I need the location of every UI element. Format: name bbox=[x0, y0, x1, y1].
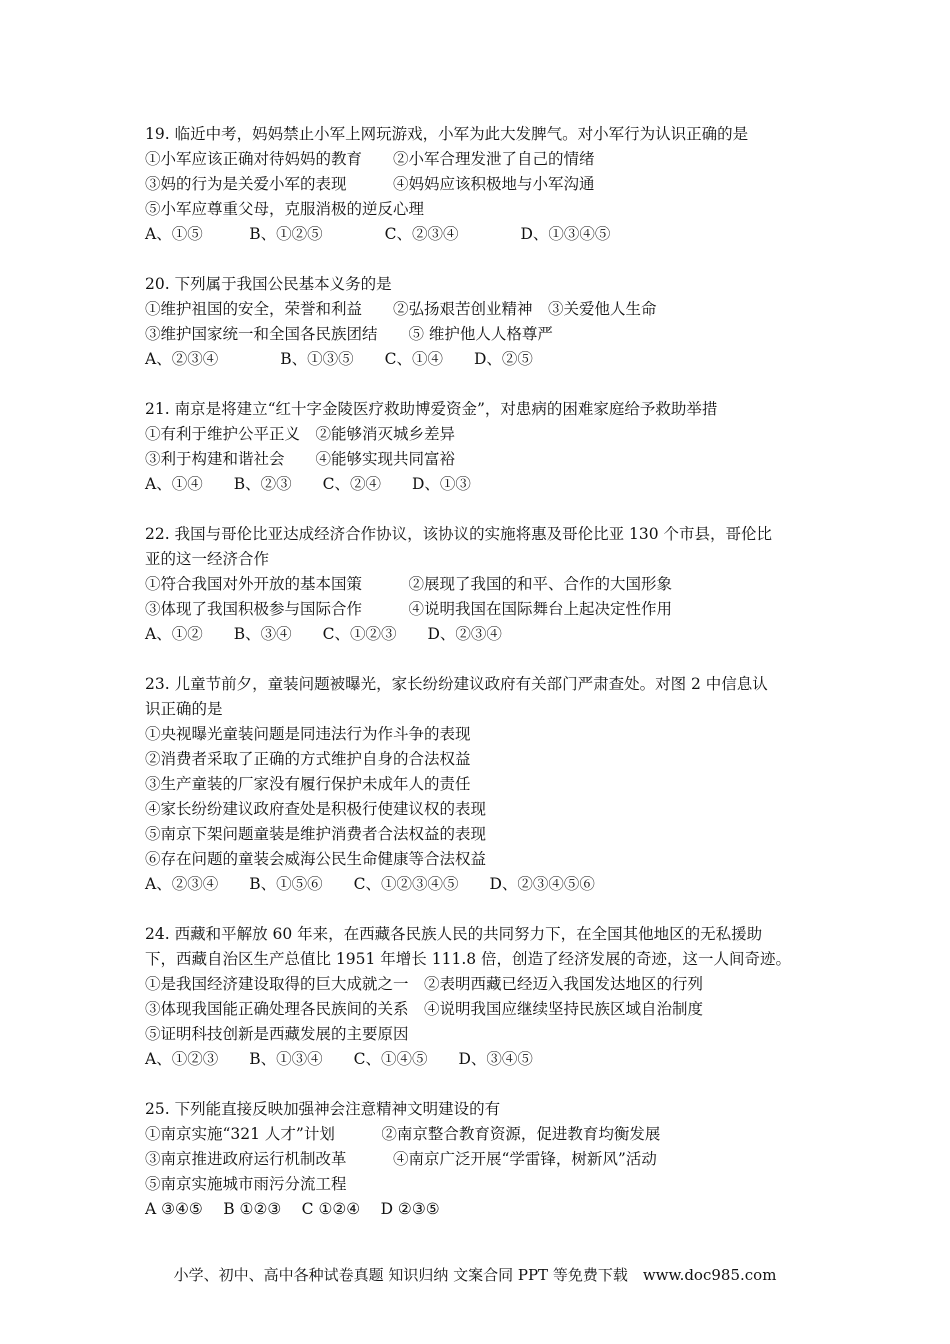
question-stem-continued: 下，西藏自治区生产总值比 1951 年增长 111.8 倍，创造了经济发展的奇迹，这一人间奇迹。 bbox=[145, 950, 792, 968]
question-19 bbox=[145, 122, 825, 247]
option-line: ②消费者采取了正确的方式维护自身的合法权益 bbox=[145, 750, 471, 768]
option-line: ③南京推进政府运行机制改革 ④南京广泛开展“学雷锋，树新风”活动 bbox=[145, 1150, 657, 1168]
option-line: ③利于构建和谐社会 ④能够实现共同富裕 bbox=[145, 450, 456, 468]
question-stem: 25. 下列能直接反映加强神会注意精神文明建设的有 bbox=[145, 1100, 501, 1118]
question-stem: 20. 下列属于我国公民基本义务的是 bbox=[145, 275, 392, 293]
option-line: ③维护国家统一和全国各民族团结 ⑤ 维护他人人格尊严 bbox=[145, 325, 553, 343]
answer-choices: A、①⑤ B、①②⑤ C、②③④ D、①③④⑤ bbox=[145, 225, 611, 243]
option-line: ⑤南京实施城市雨污分流工程 bbox=[145, 1175, 347, 1193]
question-22 bbox=[145, 522, 825, 647]
option-line: ④家长纷纷建议政府查处是积极行使建议权的表现 bbox=[145, 800, 487, 818]
question-stem: 22. 我国与哥伦比亚达成经济合作协议，该协议的实施将惠及哥伦比亚 130 个市县，哥伦比 bbox=[145, 525, 773, 543]
answer-choices: A、①② B、③④ C、①②③ D、②③④ bbox=[145, 625, 502, 643]
question-stem: 23. 儿童节前夕，童装问题被曝光，家长纷纷建议政府有关部门严肃查处。对图 2 中信息认 bbox=[145, 675, 768, 693]
answer-choices: A、②③④ B、①⑤⑥ C、①②③④⑤ D、②③④⑤⑥ bbox=[145, 875, 595, 893]
question-stem: 24. 西藏和平解放 60 年来，在西藏各民族人民的共同努力下，在全国其他地区的无私援助 bbox=[145, 925, 763, 943]
option-line: ⑤证明科技创新是西藏发展的主要原因 bbox=[145, 1025, 409, 1043]
option-line: ①是我国经济建设取得的巨大成就之一 ②表明西藏已经迈入我国发达地区的行列 bbox=[145, 975, 704, 993]
option-line: ③体现了我国积极参与国际合作 ④说明我国在国际舞台上起决定性作用 bbox=[145, 600, 673, 618]
answer-choices: A ③④⑤ B ①②③ C ①②④ D ②③⑤ bbox=[145, 1200, 440, 1218]
option-line: ①小军应该正确对待妈妈的教育 ②小军合理发泄了自己的情绪 bbox=[145, 150, 595, 168]
option-line: ①符合我国对外开放的基本国策 ②展现了我国的和平、合作的大国形象 bbox=[145, 575, 673, 593]
question-25 bbox=[145, 1097, 825, 1222]
option-line: ③体现我国能正确处理各民族间的关系 ④说明我国应继续坚持民族区域自治制度 bbox=[145, 1000, 704, 1018]
question-stem: 19. 临近中考，妈妈禁止小军上网玩游戏，小军为此大发脾气。对小军行为认识正确的是 bbox=[145, 125, 749, 143]
answer-choices: A、①④ B、②③ C、②④ D、①③ bbox=[145, 475, 471, 493]
option-line: ⑤南京下架问题童装是维护消费者合法权益的表现 bbox=[145, 825, 487, 843]
option-line: ①南京实施“321 人才”计划 ②南京整合教育资源，促进教育均衡发展 bbox=[145, 1125, 661, 1143]
question-stem-continued: 识正确的是 bbox=[145, 700, 223, 718]
page-footer: 小学、初中、高中各种试卷真题 知识归纳 文案合同 PPT 等免费下载 www.doc985.com bbox=[173, 1266, 777, 1284]
option-line: ③妈的行为是关爱小军的表现 ④妈妈应该积极地与小军沟通 bbox=[145, 175, 595, 193]
option-line: ③生产童装的厂家没有履行保护未成年人的责任 bbox=[145, 775, 471, 793]
option-line: ⑥存在问题的童装会威海公民生命健康等合法权益 bbox=[145, 850, 487, 868]
option-line: ①有利于维护公平正义 ②能够消灭城乡差异 bbox=[145, 425, 456, 443]
answer-choices: A、②③④ B、①③⑤ C、①④ D、②⑤ bbox=[145, 350, 533, 368]
question-stem: 21. 南京是将建立“红十字金陵医疗救助博爱资金”，对患病的困难家庭给予救助举措 bbox=[145, 400, 718, 418]
question-21 bbox=[145, 397, 825, 497]
question-24 bbox=[145, 922, 825, 1072]
question-stem-continued: 亚的这一经济合作 bbox=[145, 550, 270, 568]
exam-page bbox=[145, 122, 825, 1247]
option-line: ①维护祖国的安全，荣誉和利益 ②弘扬艰苦创业精神 ③关爱他人生命 bbox=[145, 300, 657, 318]
answer-choices: A、①②③ B、①③④ C、①④⑤ D、③④⑤ bbox=[145, 1050, 533, 1068]
option-line: ①央视曝光童装问题是同违法行为作斗争的表现 bbox=[145, 725, 471, 743]
option-line: ⑤小军应尊重父母，克服消极的逆反心理 bbox=[145, 200, 425, 218]
question-23 bbox=[145, 672, 825, 897]
question-20 bbox=[145, 272, 825, 372]
